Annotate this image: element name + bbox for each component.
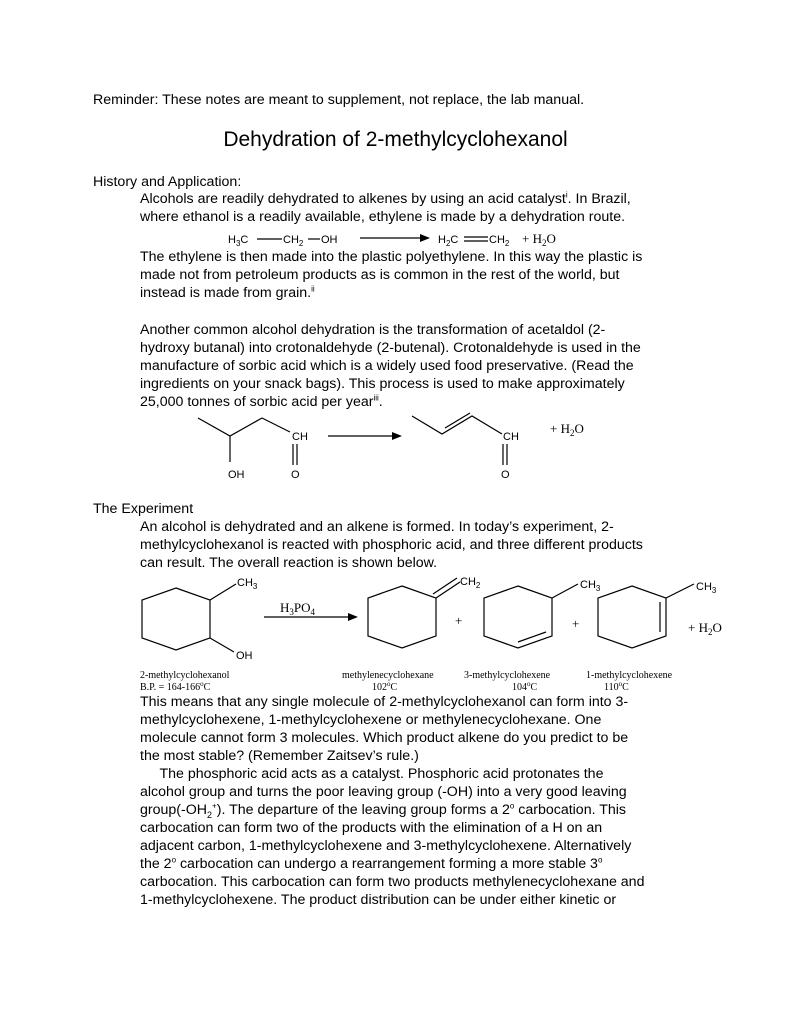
ch2-label: $CH_2$ (460, 576, 481, 590)
reactant-name: 2-methylcyclohexanol (140, 670, 230, 681)
discussion-line-10: the 2$^o$ carbocation can undergo a rearrangement forming a more stable 3$^o$ (140, 855, 603, 872)
ch3-c-label: $CH_3$ (696, 581, 717, 595)
crotonaldehyde-double-bond (445, 413, 470, 428)
reagent-label: $H_3PO_4$ (280, 600, 316, 617)
history-paragraph-3-line-2: hydroxy butanal) into crotonaldehyde (2-butenal). Crotonaldehyde is used in the (140, 340, 641, 356)
reactant-oh-label: OH (236, 650, 253, 662)
plus-sign-2: + (572, 616, 580, 631)
history-paragraph-3-line-5: 25,000 tonnes of sorbic acid per year$^{iii}$. (140, 393, 383, 410)
reactant-ring (142, 588, 210, 650)
ch2-label: $CH_2$ (283, 234, 304, 248)
history-paragraph-3-line-4: ingredients on your snack bags). This process is used to make approximately (140, 376, 625, 392)
product-1-name: methylenecyclohexane (342, 670, 434, 681)
discussion-line-7: $group(-OH_2^+)$. The departure of the leaving group forms a 2$^o$ carbocation. This (140, 801, 627, 820)
methylenecyclohexane-ring (368, 586, 436, 648)
plus-sign-1: + (455, 613, 463, 628)
product-3-bp: 110$^o$C (604, 680, 629, 693)
history-heading: History and Application: (93, 174, 242, 190)
3-methylcyclohexene-double-bond (518, 632, 546, 642)
acetaldol-oh-label: OH (228, 469, 245, 481)
reactant-bp: B.P. = $164-166^oC$ (140, 680, 211, 693)
discussion-line-4: the most stable? (Remember Zaitsev’s rule.) (140, 748, 419, 764)
experiment-heading: The Experiment (93, 501, 194, 517)
water-label: + $H_2O$ (550, 421, 584, 438)
product-3-name: 1-methylcyclohexene (586, 670, 673, 681)
product-1-bp: 102$^o$C (372, 680, 398, 693)
history-paragraph-3-line-1: Another common alcohol dehydration is the transformation of acetaldol (2- (140, 322, 606, 338)
history-paragraph-2-line-2: made not from petroleum products as is common in the rest of the world, but (140, 267, 620, 283)
acetaldol-chain (198, 418, 290, 436)
discussion-line-5: The phosphoric acid acts as a catalyst. Phosphoric acid protonates the (140, 766, 604, 782)
discussion-line-9: adjacent carbon, 1-methylcyclohexene and 3-methylcyclohexene. Alternatively (140, 838, 632, 854)
reminder-note: Reminder: These notes are meant to supplement, not replace, the lab manual. (93, 92, 585, 108)
crotonaldehyde-ch-label: CH (503, 431, 519, 443)
1-methylcyclohexene-ring (598, 586, 666, 648)
h3c-label: $H_3C$ (228, 234, 249, 248)
experiment-line-2: methylcyclohexanol is reacted with phosphoric acid, and three different products (140, 537, 643, 553)
discussion-line-3: molecule cannot form 3 molecules. Which product alkene do you predict to be (140, 730, 629, 746)
discussion-line-11: carbocation. This carbocation can form two products methylenecyclohexane and (140, 874, 645, 890)
aldol-dehydration-scheme (190, 410, 610, 485)
h2c-label: $H_2C$ (438, 234, 459, 248)
crotonaldehyde-chain (412, 416, 502, 434)
reactant-methyl-bond (210, 584, 236, 600)
history-paragraph-3-line-3: manufacture of sorbic acid which is a widely used food preservative. (Read the (140, 358, 634, 374)
experiment-line-1: An alcohol is dehydrated and an alkene is formed. In today’s experiment, 2- (140, 519, 614, 535)
reaction-arrow-head (420, 234, 430, 242)
document-title: Dehydration of 2-methylcyclohexanol (223, 128, 568, 151)
ch2-right-label: $CH_2$ (489, 234, 510, 248)
history-paragraph-2-line-1: The ethylene is then made into the plastic polyethylene. In this way the plastic is (140, 249, 643, 265)
discussion-line-2: methylcyclohexene, 1-methylcyclohexene or methylenecyclohexane. One (140, 712, 602, 728)
reaction-arrow-head (392, 432, 402, 440)
product-2-bp: 104$^o$C (512, 680, 538, 693)
water-label: + $H_2O$ (522, 231, 556, 248)
reactant-ch3-label: $CH_3$ (237, 577, 258, 591)
discussion-line-6: alcohol group and turns the poor leaving group (-OH) into a very good leaving (140, 784, 627, 800)
acetaldol-o-label: O (291, 469, 300, 481)
ch3-b-label: $CH_3$ (580, 579, 601, 593)
reaction-arrow-head (348, 613, 358, 621)
acetaldol-ch-label: CH (292, 431, 308, 443)
discussion-line-1: This means that any single molecule of 2-methylcyclohexanol can form into 3- (140, 694, 629, 710)
history-paragraph-1-line-1: Alcohols are readily dehydrated to alkenes by using an acid catalyst$^i$. In Brazil, (140, 190, 631, 207)
history-paragraph-2-line-3: instead is made from grain.$^{ii}$ (140, 284, 315, 301)
reactant-oh-bond (210, 638, 234, 652)
product-2-name: 3-methylcyclohexene (464, 670, 551, 681)
3-methylcyclohexene-methyl-bond (552, 584, 578, 598)
discussion-line-8: carbocation can form two of the products with the elimination of a H on an (140, 820, 603, 836)
history-paragraph-1-line-2: where ethanol is a readily available, ethylene is made by a dehydration route. (140, 209, 626, 225)
main-reaction-scheme (130, 572, 750, 696)
water-label: + $H_2O$ (688, 620, 722, 637)
discussion-line-12: 1-methylcyclohexene. The product distribution can be under either kinetic or (140, 892, 617, 908)
1-methylcyclohexene-methyl-bond (666, 584, 694, 598)
3-methylcyclohexene-ring (484, 586, 552, 648)
crotonaldehyde-o-label: O (501, 469, 510, 481)
experiment-line-3: can result. The overall reaction is shown below. (140, 555, 438, 571)
oh-label: OH (321, 234, 338, 246)
ethanol-dehydration-scheme (220, 226, 580, 250)
